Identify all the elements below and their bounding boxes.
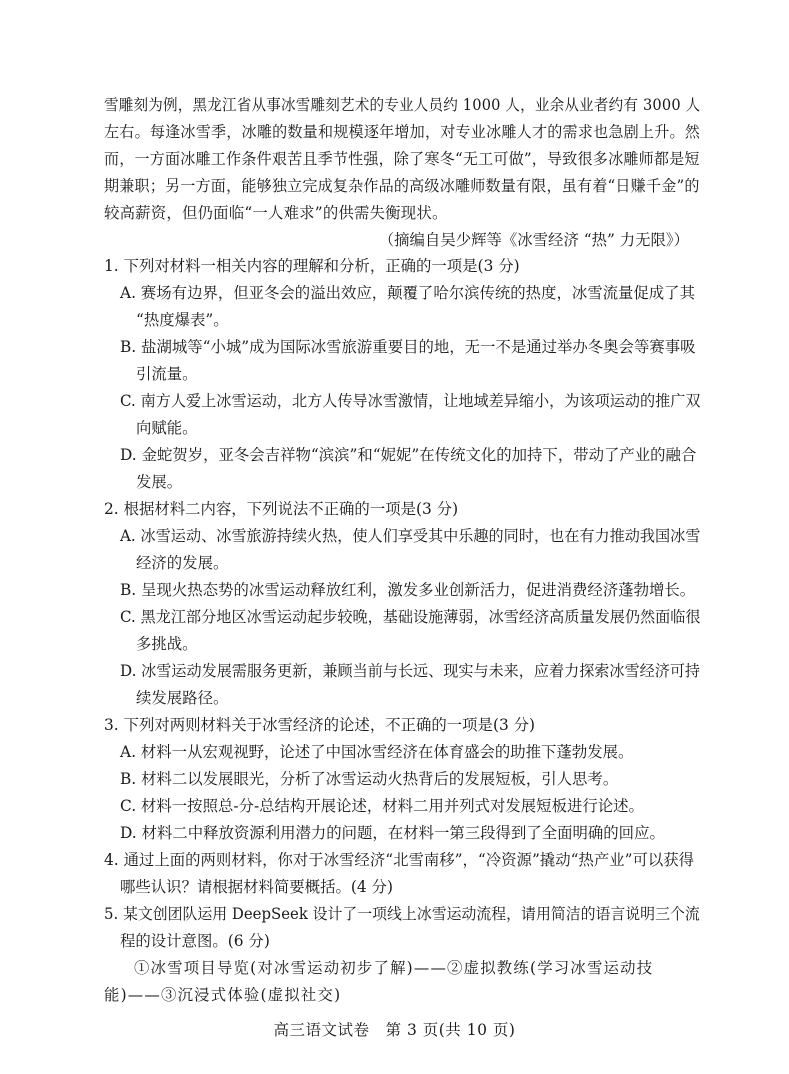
question-1-option-b: B. 盐湖城等“小城”成为国际冰雪旅游重要目的地，无一不是通过举办冬奥会等赛事吸 [120, 338, 696, 356]
question-2-option-d-cont: 续发展路径。 [136, 689, 229, 707]
page-footer: 高三语文试卷 第 3 页(共 10 页) [273, 1021, 516, 1039]
question-3-option-a: A. 材料一从宏观视野，论述了中国冰雪经济在体育盛会的助推下蓬勃发展。 [120, 743, 634, 761]
question-1-option-d: D. 金蛇贺岁，亚冬会吉祥物“滨滨”和“妮妮”在传统文化的加持下，带动了产业的融合 [120, 446, 697, 464]
question-2-option-a: A. 冰雪运动、冰雪旅游持续火热，使人们享受其中乐趣的同时，也在有力推动我国冰雪 [120, 527, 701, 545]
question-2-option-b: B. 呈现火热态势的冰雪运动释放红利，激发多业创新活力，促进消费经济蓬勃增长。 [120, 581, 696, 599]
question-1-stem: 1. 下列对材料一相关内容的理解和分析，正确的一项是(3 分) [104, 257, 520, 275]
passage-line-5: 较高薪资，但仍面临“一人难求”的供需失衡现状。 [104, 204, 448, 222]
question-1-option-b-cont: 引流量。 [136, 365, 198, 383]
question-1-option-a-cont: “热度爆表”。 [136, 311, 229, 329]
passage-line-2: 左右。每逢冰雪季，冰雕的数量和规模逐年增加，对专业冰雕人才的需求也急剧上升。然 [104, 123, 701, 141]
question-3-option-b: B. 材料二以发展眼光，分析了冰雪运动火热背后的发展短板，引人思考。 [120, 770, 619, 788]
question-1-option-d-cont: 发展。 [136, 473, 183, 491]
question-5-flow-line-1: ①冰雪项目导览(对冰雪运动初步了解)——②虚拟教练(学习冰雪运动技 [134, 959, 654, 977]
question-2-option-c: C. 黑龙江部分地区冰雪运动起步较晚，基础设施薄弱，冰雪经济高质量发展仍然面临很 [120, 608, 701, 626]
question-2-option-d: D. 冰雪运动发展需服务更新，兼顾当前与长远、现实与未来，应着力探索冰雪经济可持 [120, 662, 701, 680]
question-1-option-a: A. 赛场有边界，但亚冬会的溢出效应，颠覆了哈尔滨传统的热度，冰雪流量促成了其 [120, 284, 695, 302]
passage-line-3: 而，一方面冰雕工作条件艰苦且季节性强，除了寒冬“无工可做”，导致很多冰雕师都是短 [104, 150, 700, 168]
question-5-stem: 5. 某文创团队运用 DeepSeek 设计了一项线上冰雪运动流程，请用简洁的语言说明三个流 [104, 905, 700, 923]
passage-source: （摘编自吴少辉等《冰雪经济 “热” 力无限》） [378, 231, 689, 249]
question-4-stem-cont: 哪些认识？请根据材料简要概括。(4 分) [120, 878, 393, 896]
question-1-option-c: C. 南方人爱上冰雪运动，北方人传导冰雪激情，让地域差异缩小，为该项运动的推广双 [120, 392, 701, 410]
question-3-option-c: C. 材料一按照总-分-总结构开展论述，材料二用并列式对发展短板进行论述。 [120, 797, 644, 815]
question-3-option-d: D. 材料二中释放资源利用潜力的问题，在材料一第三段得到了全面明确的回应。 [120, 824, 665, 842]
question-2-stem: 2. 根据材料二内容，下列说法不正确的一项是(3 分) [104, 500, 459, 518]
question-5-flow-line-2: 能)——③沉浸式体验(虚拟社交) [104, 986, 342, 1004]
question-2-option-a-cont: 经济的发展。 [136, 554, 229, 572]
question-2-option-c-cont: 多挑战。 [136, 635, 198, 653]
question-3-stem: 3. 下列对两则材料关于冰雪经济的论述，不正确的一项是(3 分) [104, 716, 536, 734]
passage-line-4: 期兼职；另一方面，能够独立完成复杂作品的高级冰雕师数量有限，虽有着“日赚千金”的 [104, 177, 700, 195]
question-4-stem: 4. 通过上面的两则材料，你对于冰雪经济“北雪南移”，“冷资源”撬动“热产业”可以获得 [104, 851, 695, 869]
question-5-stem-cont: 程的设计意图。(6 分) [120, 932, 270, 950]
question-1-option-c-cont: 向赋能。 [136, 419, 198, 437]
passage-line-1: 雪雕刻为例，黑龙江省从事冰雪雕刻艺术的专业人员约 1000 人，业余从业者约有 3000 人 [104, 96, 701, 114]
